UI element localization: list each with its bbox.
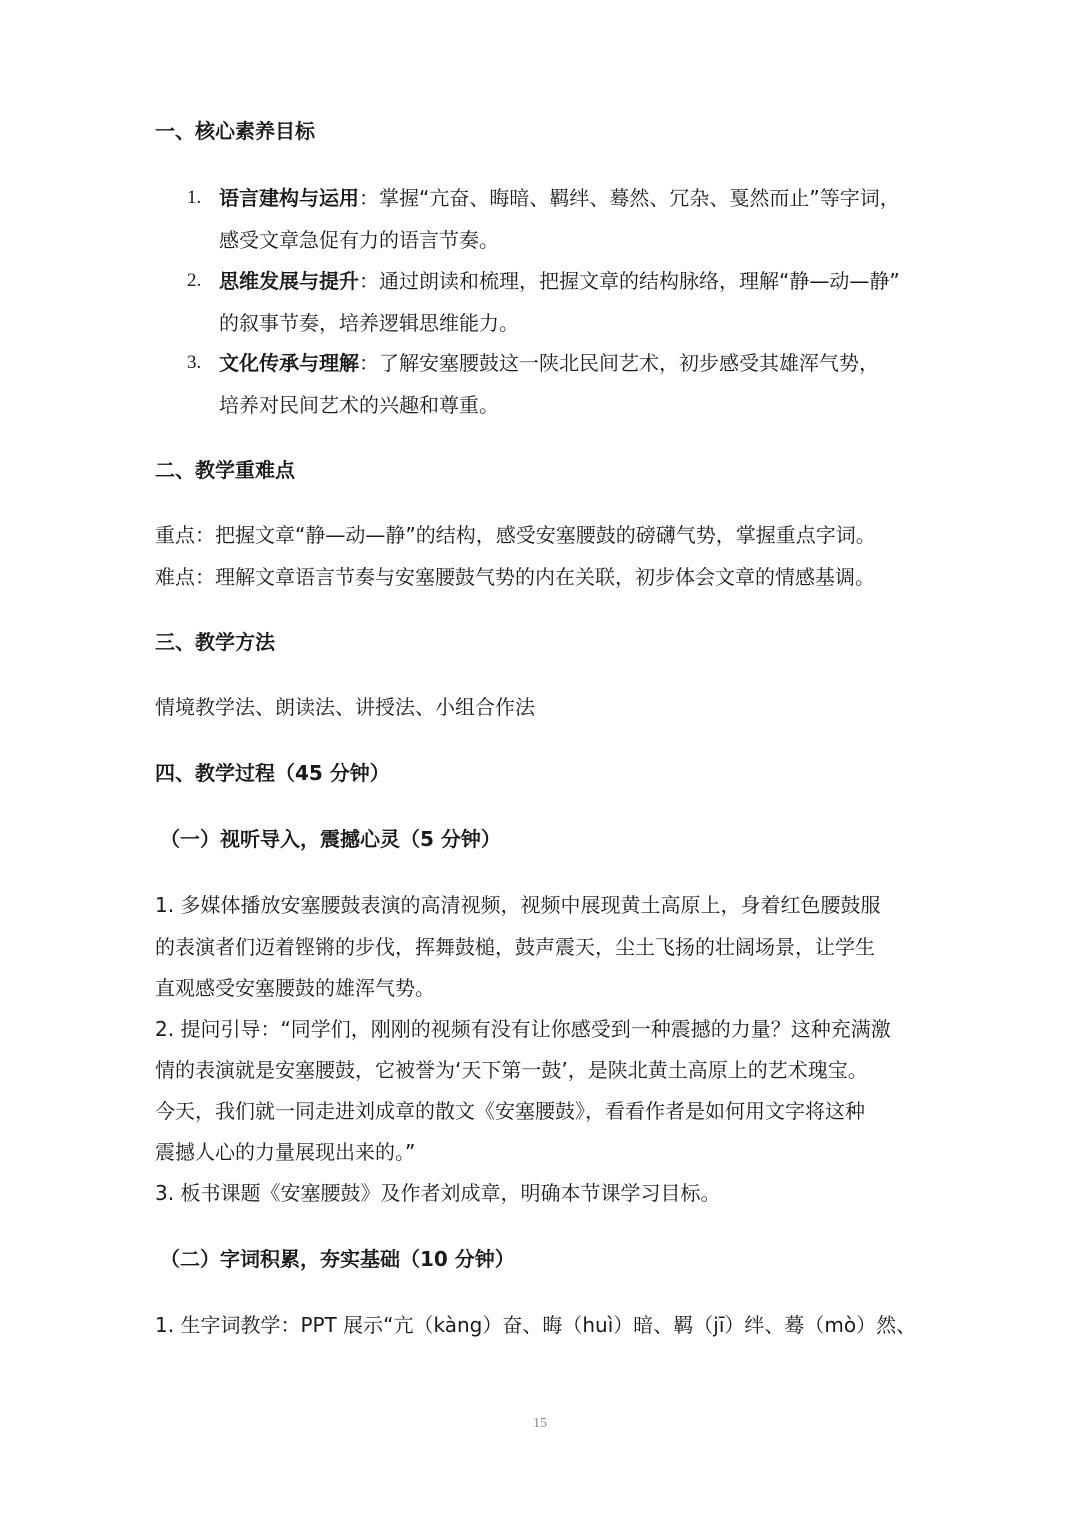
page-number: 15 bbox=[533, 1416, 547, 1431]
paragraph-line: 2. 提问引导：“同学们，刚刚的视频有没有让你感受到一种震撼的力量？这种充满激 bbox=[155, 1017, 891, 1041]
methods-text: 情境教学法、朗读法、讲授法、小组合作法 bbox=[155, 695, 535, 719]
paragraph-line: 情的表演就是安塞腰鼓，它被誉为‘天下第一鼓’，是陕北黄土高原上的艺术瑰宝。 bbox=[155, 1058, 868, 1082]
goal-item-continuation: 培养对民间艺术的兴趣和尊重。 bbox=[219, 393, 499, 417]
paragraph-line: 震撼人心的力量展现出来的。” bbox=[155, 1140, 416, 1164]
goal-item-number: 1. bbox=[187, 187, 202, 208]
goal-item-line bbox=[219, 267, 900, 295]
goal-item-title: 思维发展与提升 bbox=[219, 269, 359, 293]
paragraph-line: 直观感受安塞腰鼓的雄浑气势。 bbox=[155, 976, 435, 1000]
goal-item-text: ：掌握“亢奋、晦暗、羁绊、蓦然、冗杂、戛然而止”等字词， bbox=[359, 186, 900, 210]
paragraph-line: 3. 板书课题《安塞腰鼓》及作者刘成章，明确本节课学习目标。 bbox=[155, 1181, 721, 1205]
paragraph-line: 的表演者们迈着铿锵的步伐，挥舞鼓槌，鼓声震天，尘土飞扬的壮阔场景，让学生 bbox=[155, 935, 875, 959]
key-point-text: 重点：把握文章“静—动—静”的结构，感受安塞腰鼓的磅礴气势，掌握重点字词。 bbox=[155, 523, 876, 547]
goal-item-text: ：通过朗读和梳理，把握文章的结构脉络，理解“静—动—静” bbox=[359, 269, 900, 293]
section-heading-process: 四、教学过程（45 分钟） bbox=[155, 761, 390, 785]
goal-item-continuation: 感受文章急促有力的语言节奏。 bbox=[219, 228, 499, 252]
goal-item-line bbox=[219, 349, 879, 377]
section-heading-key-difficulties: 二、教学重难点 bbox=[155, 458, 295, 482]
section-heading-methods: 三、教学方法 bbox=[155, 630, 275, 654]
goal-item-title: 语言建构与运用 bbox=[219, 186, 359, 210]
paragraph-line: 1. 多媒体播放安塞腰鼓表演的高清视频，视频中展现黄土高原上，身着红色腰鼓服 bbox=[155, 893, 881, 917]
goal-item-continuation: 的叙事节奏，培养逻辑思维能力。 bbox=[219, 311, 519, 335]
goal-item-title: 文化传承与理解 bbox=[219, 351, 359, 375]
goal-item-number: 3. bbox=[187, 352, 202, 373]
difficulty-text: 难点：理解文章语言节奏与安塞腰鼓气势的内在关联，初步体会文章的情感基调。 bbox=[155, 565, 875, 589]
goal-item-number: 2. bbox=[187, 270, 202, 291]
paragraph-line: 今天，我们就一同走进刘成章的散文《安塞腰鼓》，看看作者是如何用文字将这种 bbox=[155, 1099, 865, 1123]
subsection-heading-vocabulary: （二）字词积累，夯实基础（10 分钟） bbox=[160, 1247, 515, 1271]
paragraph-line: 1. 生字词教学：PPT 展示“亢（kàng）奋、晦（huì）暗、羁（jī）绊、蓦（mò）然、 bbox=[155, 1313, 917, 1337]
subsection-heading-intro: （一）视听导入，震撼心灵（5 分钟） bbox=[160, 827, 501, 851]
goal-item-text: ：了解安塞腰鼓这一陕北民间艺术，初步感受其雄浑气势， bbox=[359, 351, 879, 375]
section-heading-core-goals: 一、核心素养目标 bbox=[155, 119, 315, 143]
goal-item-line bbox=[219, 184, 900, 212]
